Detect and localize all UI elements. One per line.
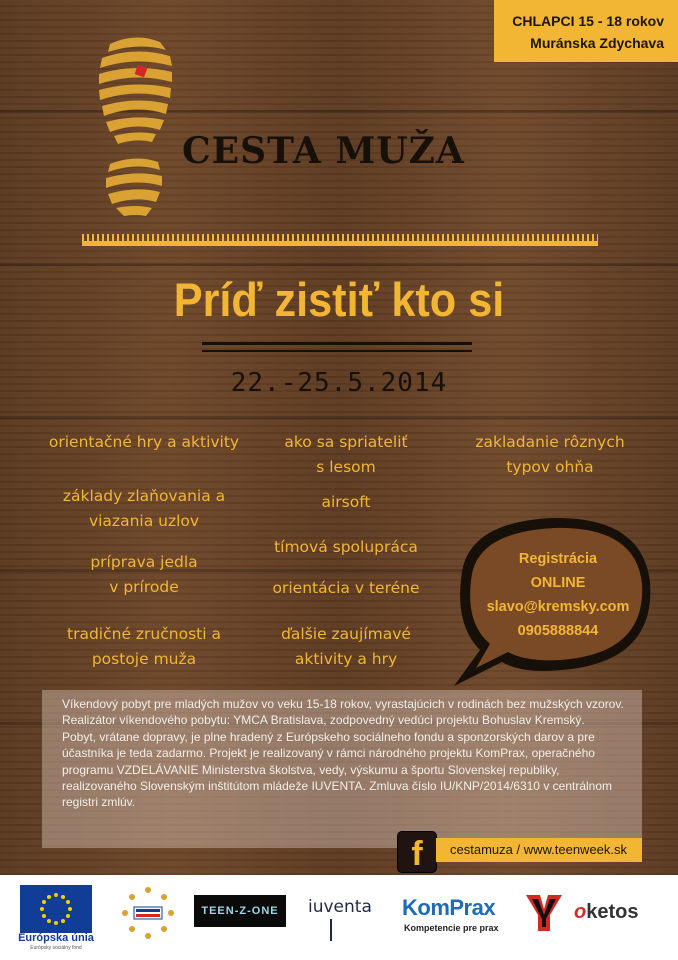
activity-text: s lesom bbox=[316, 458, 376, 476]
komprax-tagline: Kompetencie pre prax bbox=[404, 923, 499, 933]
activity-text: ako sa spriateliť bbox=[284, 433, 408, 451]
info-paragraph: Víkendový pobyt pre mladých mužov vo veku 15-18 rokov, vyrastajúcich v rodinách bez mužských vzorov. Realizátor víkendového pobytu: YMCA Bratislava, zodpovedný vedúci projektu Bohuslav Kremský. bbox=[62, 697, 624, 728]
iuventa-mark-icon bbox=[330, 919, 332, 941]
activity-text: postoje muža bbox=[91, 650, 197, 668]
teenzone-logo: TEEN-Z-ONE bbox=[194, 895, 286, 927]
activity-text: v prírode bbox=[109, 578, 179, 596]
activity-text: ďalšie zaujímavé bbox=[281, 625, 411, 643]
divider-line bbox=[202, 350, 472, 352]
activity-text: orientačné hry a aktivity bbox=[48, 433, 240, 451]
activity-item bbox=[266, 430, 426, 480]
sponsor-footer bbox=[0, 875, 678, 960]
activity-text: tradičné zručnosti a bbox=[67, 625, 221, 643]
activity-text: základy zlaňovania a bbox=[62, 487, 226, 505]
activity-item bbox=[266, 490, 426, 515]
info-paragraph: Pobyt, vrátane dopravy, je plne hradený z Európskeho sociálneho fondu a sponzorských darov a pre účastníka je teda zadarmo. Projekt je realizovaný v rámci národného projektu KomPrax, operačného programu VZDELÁVANIE Ministerstva školstva, vedy, výskumu a športu Slovenskej republiky, realizovaného Slovenským inštitútom mládeže IUVENTA. Zmluva číslo IU/KNP/2014/6310 v centrálnom registri zmlúv. bbox=[62, 729, 613, 810]
info-box bbox=[42, 690, 642, 848]
ketos-logo bbox=[574, 901, 638, 924]
eu-label: Európska únia bbox=[18, 932, 94, 944]
activity-item bbox=[256, 622, 436, 672]
eu-flag-icon bbox=[20, 885, 92, 933]
activity-text: airsoft bbox=[321, 493, 371, 511]
facebook-icon[interactable]: f bbox=[397, 831, 437, 873]
iuventa-logo: iuventa bbox=[308, 897, 372, 917]
activity-text: aktivity a hry bbox=[294, 650, 398, 668]
ymca-logo-icon bbox=[524, 893, 564, 933]
boot-print-icon bbox=[96, 36, 176, 218]
activity-item bbox=[38, 550, 250, 600]
event-dates: 22.-25.5.2014 bbox=[230, 368, 448, 398]
registration-label: Registrácia bbox=[518, 551, 598, 567]
divider-line bbox=[202, 342, 472, 345]
location-text: Muránska Zdychava bbox=[530, 35, 664, 51]
audience-text: CHLAPCI 15 - 18 rokov bbox=[512, 13, 664, 29]
activity-text: príprava jedla bbox=[90, 553, 198, 571]
contact-phone[interactable]: 0905888844 bbox=[517, 623, 599, 639]
activity-item bbox=[38, 484, 250, 534]
social-links[interactable]: cestamuza / www.teenweek.sk bbox=[436, 838, 642, 862]
contact-email[interactable]: slavo@kremsky.com bbox=[486, 599, 630, 615]
audience-location-badge bbox=[494, 0, 678, 62]
activity-item bbox=[256, 576, 436, 601]
activity-text: typov ohňa bbox=[506, 458, 594, 476]
event-title: CESTA MUŽA bbox=[182, 130, 465, 172]
registration-block bbox=[458, 547, 658, 643]
activity-text: viazania uzlov bbox=[88, 512, 200, 530]
activity-text: zakladanie rôznych bbox=[475, 433, 625, 451]
activity-item bbox=[38, 622, 250, 672]
activity-item bbox=[450, 430, 650, 480]
ketos-text: ketos bbox=[586, 901, 639, 923]
activity-item bbox=[38, 430, 250, 455]
ketos-mark: o bbox=[574, 901, 587, 923]
komprax-logo: KomPrax bbox=[402, 895, 496, 920]
slogan-heading: Príď zistiť kto si bbox=[173, 273, 505, 326]
operational-program-logo-icon bbox=[120, 885, 176, 941]
ruler-divider bbox=[82, 234, 598, 246]
activity-text: tímová spolupráca bbox=[274, 538, 418, 556]
registration-online: ONLINE bbox=[530, 575, 586, 591]
activity-item bbox=[256, 535, 436, 560]
activity-text: orientácia v teréne bbox=[272, 579, 420, 597]
eu-sublabel: Európsky sociálny fond bbox=[30, 945, 82, 951]
